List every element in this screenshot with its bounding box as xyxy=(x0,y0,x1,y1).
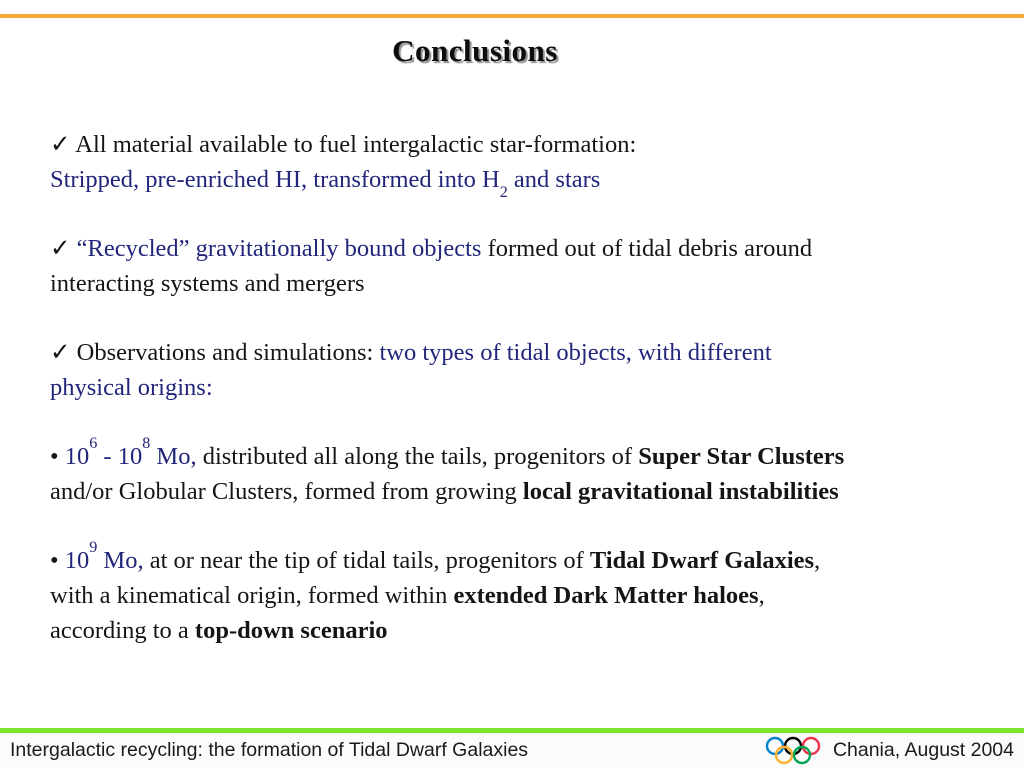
superscript: 9 xyxy=(89,538,98,556)
text-segment: interacting systems and mergers xyxy=(50,270,365,297)
slide-body xyxy=(50,127,1005,682)
text-segment: Mo, xyxy=(150,443,197,470)
text-segment: “Recycled” gravitationally bound objects xyxy=(70,235,482,262)
text-segment: extended Dark Matter haloes xyxy=(453,582,759,609)
conclusion-paragraph-3 xyxy=(50,335,1005,405)
text-segment: formed out of tidal debris around xyxy=(481,235,813,262)
superscript: 8 xyxy=(142,434,151,452)
text-segment: - 10 xyxy=(97,443,143,470)
text-segment: Stripped, pre-enriched HI, transformed into H xyxy=(50,166,500,193)
footer-date: Chania, August 2004 xyxy=(832,739,1014,761)
text-segment: with a kinematical origin, formed within xyxy=(50,582,454,609)
text-segment: Observations and simulations: xyxy=(70,339,380,366)
text-segment: Super Star Clusters xyxy=(638,443,845,470)
footer-right-group xyxy=(765,736,1014,766)
bullet-icon: • xyxy=(50,443,59,470)
footer-title: Intergalactic recycling: the formation of Tidal Dwarf Galaxies xyxy=(10,739,529,761)
conclusion-paragraph-2 xyxy=(50,231,1005,301)
text-segment: 10 xyxy=(58,443,90,470)
text-segment: physical origins: xyxy=(50,374,213,401)
conclusion-paragraph-5 xyxy=(50,538,1005,648)
footer xyxy=(0,733,1024,768)
text-segment: Mo, xyxy=(97,547,144,574)
text-segment: top-down scenario xyxy=(194,617,388,644)
subscript: 2 xyxy=(499,183,508,201)
text-segment: two types of tidal objects, with different xyxy=(379,339,772,366)
text-segment: according to a xyxy=(50,617,195,644)
bullet-icon: • xyxy=(50,547,59,574)
text-segment: 10 xyxy=(58,547,90,574)
slide-title: Conclusions xyxy=(392,33,558,68)
checkmark-icon: ✓ xyxy=(50,339,71,366)
text-segment: Tidal Dwarf Galaxies xyxy=(589,547,815,574)
text-segment: and stars xyxy=(507,166,601,193)
checkmark-icon: ✓ xyxy=(50,131,71,158)
conclusion-paragraph-4 xyxy=(50,434,1005,509)
olympic-rings-icon xyxy=(765,736,821,766)
text-segment: distributed all along the tails, progenitors of xyxy=(196,443,639,470)
text-segment: at or near the tip of tidal tails, progenitors of xyxy=(143,547,590,574)
superscript: 6 xyxy=(89,434,98,452)
text-segment: , xyxy=(814,547,821,574)
text-segment: and/or Globular Clusters, formed from growing xyxy=(50,478,523,505)
checkmark-icon: ✓ xyxy=(50,235,71,262)
conclusion-paragraph-1 xyxy=(50,127,1005,201)
text-segment: local gravitational instabilities xyxy=(522,478,839,505)
text-segment: All material available to fuel intergalactic star-formation: xyxy=(70,131,637,158)
top-accent-line xyxy=(0,14,1024,18)
text-segment: , xyxy=(758,582,765,609)
